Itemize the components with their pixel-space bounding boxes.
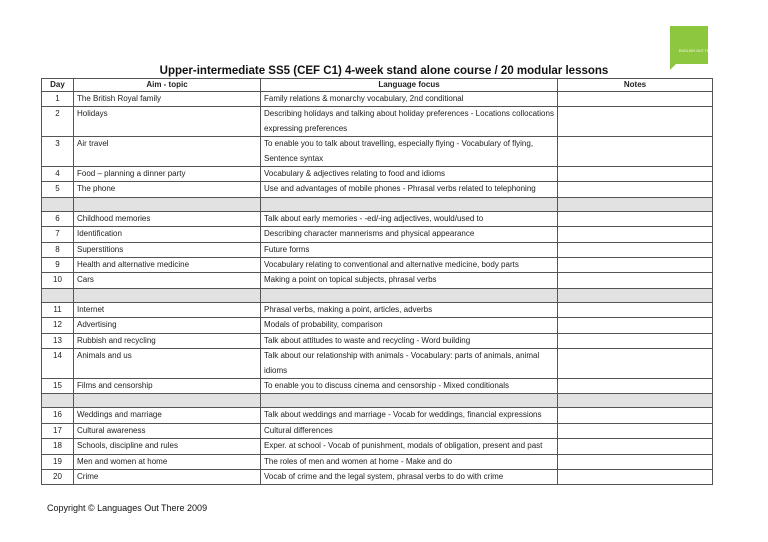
day-cell: 20 <box>42 469 74 484</box>
notes-cell <box>558 137 713 167</box>
aim-cell: Animals and us <box>74 349 261 379</box>
notes-cell <box>558 378 713 393</box>
lesson-row <box>42 242 713 257</box>
focus-cell: Describing character mannerisms and physical appearance <box>261 227 558 242</box>
day-cell: 15 <box>42 378 74 393</box>
notes-cell <box>558 318 713 333</box>
separator-cell <box>261 394 558 408</box>
aim-cell: Cars <box>74 273 261 288</box>
aim-cell: Rubbish and recycling <box>74 333 261 348</box>
day-cell: 5 <box>42 182 74 197</box>
notes-cell <box>558 167 713 182</box>
notes-cell <box>558 258 713 273</box>
notes-cell <box>558 333 713 348</box>
day-cell: 17 <box>42 423 74 438</box>
separator-cell <box>74 394 261 408</box>
lesson-row <box>42 349 713 379</box>
focus-cell: Vocabulary relating to conventional and alternative medicine, body parts <box>261 258 558 273</box>
lesson-row <box>42 107 713 137</box>
lesson-row <box>42 378 713 393</box>
notes-cell <box>558 349 713 379</box>
separator-cell <box>558 197 713 211</box>
day-cell: 4 <box>42 167 74 182</box>
notes-cell <box>558 92 713 107</box>
lesson-row <box>42 92 713 107</box>
day-cell: 2 <box>42 107 74 137</box>
focus-cell: To enable you to discuss cinema and censorship - Mixed conditionals <box>261 378 558 393</box>
notes-cell <box>558 211 713 226</box>
week-separator-row <box>42 288 713 302</box>
notes-cell <box>558 469 713 484</box>
logo <box>670 26 718 64</box>
separator-cell <box>558 394 713 408</box>
focus-cell: Phrasal verbs, making a point, articles, adverbs <box>261 302 558 317</box>
header-day: Day <box>42 79 74 92</box>
focus-cell: Vocabulary & adjectives relating to food and idioms <box>261 167 558 182</box>
lesson-row <box>42 227 713 242</box>
lesson-row <box>42 273 713 288</box>
lesson-row <box>42 167 713 182</box>
aim-cell: The British Royal family <box>74 92 261 107</box>
lessons-body <box>42 92 713 485</box>
focus-cell: Vocab of crime and the legal system, phrasal verbs to do with crime <box>261 469 558 484</box>
lesson-row <box>42 258 713 273</box>
focus-cell: Cultural differences <box>261 423 558 438</box>
aim-cell: Air travel <box>74 137 261 167</box>
separator-cell <box>42 288 74 302</box>
logo-text: ENGLISH OUT THERE <box>679 49 718 53</box>
lesson-row <box>42 302 713 317</box>
focus-cell: The roles of men and women at home - Make and do <box>261 454 558 469</box>
header-focus: Language focus <box>261 79 558 92</box>
lesson-row <box>42 408 713 423</box>
aim-cell: Schools, discipline and rules <box>74 439 261 454</box>
focus-cell: Exper. at school - Vocab of punishment, modals of obligation, present and past <box>261 439 558 454</box>
day-cell: 12 <box>42 318 74 333</box>
notes-cell <box>558 439 713 454</box>
focus-cell: Talk about our relationship with animals - Vocabulary: parts of animals, animal idioms <box>261 349 558 379</box>
header-notes: Notes <box>558 79 713 92</box>
day-cell: 14 <box>42 349 74 379</box>
lesson-row <box>42 469 713 484</box>
notes-cell <box>558 227 713 242</box>
aim-cell: Identification <box>74 227 261 242</box>
notes-cell <box>558 107 713 137</box>
page-title: Upper-intermediate SS5 (CEF C1) 4-week stand alone course / 20 modular lessons <box>159 65 609 77</box>
aim-cell: The phone <box>74 182 261 197</box>
aim-cell: Internet <box>74 302 261 317</box>
lesson-row <box>42 454 713 469</box>
notes-cell <box>558 423 713 438</box>
lesson-row <box>42 137 713 167</box>
focus-cell: Family relations & monarchy vocabulary, 2nd conditional <box>261 92 558 107</box>
header-row <box>42 79 713 92</box>
lessons-table <box>41 78 713 485</box>
day-cell: 16 <box>42 408 74 423</box>
lesson-row <box>42 318 713 333</box>
aim-cell: Holidays <box>74 107 261 137</box>
focus-cell: Talk about early memories - -ed/-ing adjectives, would/used to <box>261 211 558 226</box>
aim-cell: Advertising <box>74 318 261 333</box>
day-cell: 19 <box>42 454 74 469</box>
separator-cell <box>558 288 713 302</box>
aim-cell: Health and alternative medicine <box>74 258 261 273</box>
day-cell: 7 <box>42 227 74 242</box>
separator-cell <box>42 197 74 211</box>
aim-cell: Childhood memories <box>74 211 261 226</box>
focus-cell: Talk about attitudes to waste and recycling - Word building <box>261 333 558 348</box>
aim-cell: Cultural awareness <box>74 423 261 438</box>
aim-cell: Films and censorship <box>74 378 261 393</box>
week-separator-row <box>42 394 713 408</box>
focus-cell: Future forms <box>261 242 558 257</box>
header-aim: Aim - topic <box>74 79 261 92</box>
notes-cell <box>558 242 713 257</box>
focus-cell: Making a point on topical subjects, phrasal verbs <box>261 273 558 288</box>
separator-cell <box>74 288 261 302</box>
copyright: Copyright © Languages Out There 2009 <box>47 503 208 513</box>
separator-cell <box>261 197 558 211</box>
focus-cell: Talk about weddings and marriage - Vocab for weddings, financial expressions <box>261 408 558 423</box>
day-cell: 10 <box>42 273 74 288</box>
notes-cell <box>558 408 713 423</box>
day-cell: 13 <box>42 333 74 348</box>
separator-cell <box>42 394 74 408</box>
aim-cell: Crime <box>74 469 261 484</box>
aim-cell: Weddings and marriage <box>74 408 261 423</box>
separator-cell <box>261 288 558 302</box>
focus-cell: Describing holidays and talking about holiday preferences - Locations collocations expressing preferences <box>261 107 558 137</box>
day-cell: 1 <box>42 92 74 107</box>
week-separator-row <box>42 197 713 211</box>
aim-cell: Food – planning a dinner party <box>74 167 261 182</box>
day-cell: 8 <box>42 242 74 257</box>
separator-cell <box>74 197 261 211</box>
focus-cell: Modals of probability, comparison <box>261 318 558 333</box>
notes-cell <box>558 454 713 469</box>
lesson-row <box>42 439 713 454</box>
lesson-row <box>42 211 713 226</box>
day-cell: 3 <box>42 137 74 167</box>
lesson-row <box>42 423 713 438</box>
focus-cell: Use and advantages of mobile phones - Phrasal verbs related to telephoning <box>261 182 558 197</box>
notes-cell <box>558 273 713 288</box>
notes-cell <box>558 182 713 197</box>
aim-cell: Superstitions <box>74 242 261 257</box>
day-cell: 6 <box>42 211 74 226</box>
aim-cell: Men and women at home <box>74 454 261 469</box>
lesson-row <box>42 182 713 197</box>
day-cell: 18 <box>42 439 74 454</box>
day-cell: 9 <box>42 258 74 273</box>
day-cell: 11 <box>42 302 74 317</box>
focus-cell: To enable you to talk about travelling, especially flying - Vocabulary of flying, Sentence syntax <box>261 137 558 167</box>
lesson-row <box>42 333 713 348</box>
notes-cell <box>558 302 713 317</box>
